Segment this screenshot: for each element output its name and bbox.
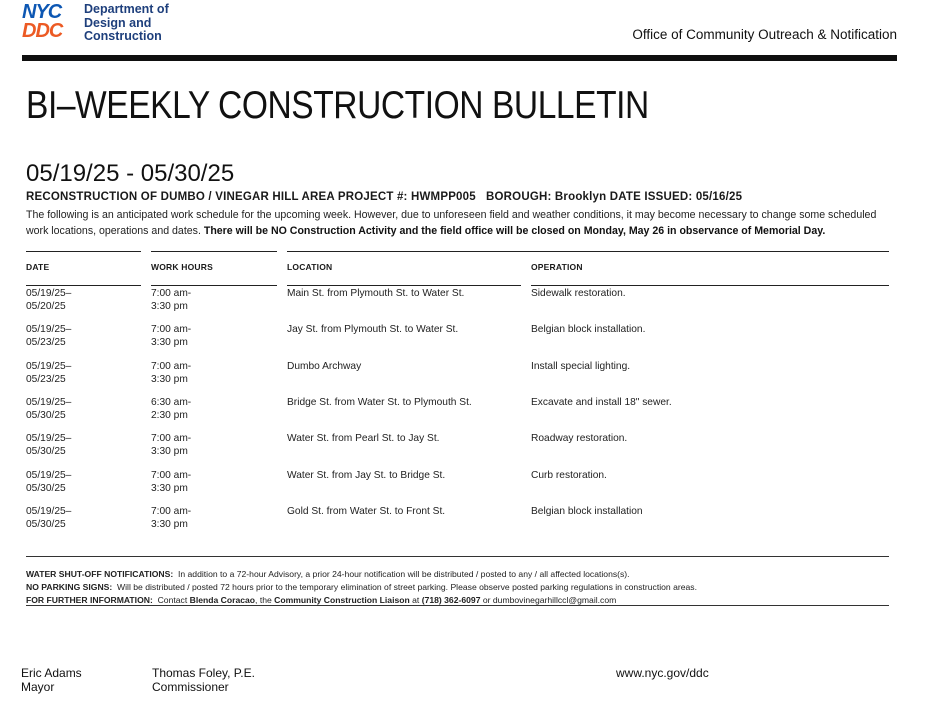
liaison-email: or dumbovinegarhillccl@gmail.com: [480, 595, 617, 605]
hours-start: 7:00 am-: [151, 470, 192, 481]
row-hours: [151, 506, 271, 531]
mayor-signature: [21, 666, 82, 694]
date-range: 05/19/25 - 05/30/25: [26, 160, 235, 187]
row-hours: [151, 397, 271, 422]
row-operation: Curb restoration.: [531, 470, 607, 481]
row-location: Jay St. from Plymouth St. to Water St.: [287, 324, 459, 335]
row-hours: [151, 324, 271, 349]
ddc-logo: [22, 3, 182, 43]
website-link[interactable]: www.nyc.gov/ddc: [616, 666, 709, 680]
hours-end: 3:30 pm: [151, 445, 188, 457]
logo-department-name: [84, 3, 169, 44]
liaison-role: Community Construction Liaison: [274, 595, 410, 605]
intro-bold-notice: There will be NO Construction Activity and the field office will be closed on Monday, May 26 in observance of Memorial Day.: [200, 225, 826, 237]
date-end: 05/30/25: [26, 409, 66, 421]
logo-ddc-text: DDC: [22, 20, 63, 42]
hours-end: 3:30 pm: [151, 336, 188, 348]
office-name: Office of Community Outreach & Notification: [632, 27, 897, 42]
water-shutoff-text: In addition to a 72-hour Advisory, a prior 24-hour notification will be distributed / posted to any / all affected locations(s).: [173, 569, 630, 579]
logo-line-1: Department of: [84, 2, 169, 16]
hours-start: 7:00 am-: [151, 506, 192, 517]
row-operation: Roadway restoration.: [531, 433, 628, 444]
logo-line-2: Design and: [84, 15, 152, 30]
further-info-label: FOR FURTHER INFORMATION:: [26, 595, 153, 605]
hours-start: 7:00 am-: [151, 288, 192, 299]
table-row: [0, 324, 930, 356]
commissioner-name: Thomas Foley, P.E.: [152, 666, 255, 680]
notes-top-rule: [26, 556, 889, 557]
column-header-operation: OPERATION: [531, 262, 583, 272]
row-location: Main St. from Plymouth St. to Water St.: [287, 288, 465, 299]
row-date: [26, 506, 136, 531]
header-underline-hours: [151, 285, 277, 286]
intro-paragraph: [26, 207, 896, 239]
hours-start: 7:00 am-: [151, 324, 192, 335]
water-shutoff-note: [26, 569, 630, 579]
logo-nyc-text: NYC: [22, 1, 62, 23]
intro-text: The following is an anticipated work schedule for the upcoming week. However, due to unforeseen field and weather conditions, it may become necessary to change some scheduled work locations, operations and dates.: [26, 209, 877, 237]
date-start: 05/19/25–: [26, 288, 72, 299]
table-row: [0, 433, 930, 465]
row-date: [26, 361, 136, 386]
further-info-text: , the: [255, 595, 275, 605]
liaison-phone: (718) 362-6097: [421, 595, 481, 605]
date-start: 05/19/25–: [26, 397, 72, 408]
notes-bottom-rule: [26, 605, 889, 606]
project-line: RECONSTRUCTION OF DUMBO / VINEGAR HILL AREA PROJECT #: HWMPP005 BOROUGH: Brooklyn DATE ISSUED: 05/16/25: [26, 191, 743, 203]
header-underline-date: [26, 285, 141, 286]
further-info-text: Contact: [152, 595, 190, 605]
row-location: Water St. from Pearl St. to Jay St.: [287, 433, 440, 444]
date-end: 05/30/25: [26, 445, 66, 457]
date-start: 05/19/25–: [26, 470, 72, 481]
row-hours: [151, 470, 271, 495]
hours-start: 7:00 am-: [151, 433, 192, 444]
no-parking-text: Will be distributed / posted 72 hours prior to the temporary elimination of street parking. Please observe posted parking regulations in construction areas.: [112, 582, 697, 592]
hours-end: 3:30 pm: [151, 482, 188, 494]
table-row: [0, 288, 930, 320]
date-end: 05/23/25: [26, 336, 66, 348]
table-row: [0, 506, 930, 538]
date-start: 05/19/25–: [26, 324, 72, 335]
row-date: [26, 397, 136, 422]
row-operation: Belgian block installation: [531, 506, 643, 517]
date-end: 05/30/25: [26, 518, 66, 530]
logo-line-3: Construction: [84, 29, 162, 43]
hours-end: 3:30 pm: [151, 518, 188, 530]
column-header-location: LOCATION: [287, 262, 333, 272]
commissioner-title: Commissioner: [152, 680, 229, 694]
hours-start: 6:30 am-: [151, 397, 192, 408]
row-location: Gold St. from Water St. to Front St.: [287, 506, 446, 517]
further-info-note: [26, 595, 616, 605]
mayor-name: Eric Adams: [21, 666, 82, 680]
row-location: Water St. from Jay St. to Bridge St.: [287, 470, 446, 481]
header-underline-operation: [531, 285, 889, 286]
no-parking-label: NO PARKING SIGNS:: [26, 582, 113, 592]
row-date: [26, 470, 136, 495]
water-shutoff-label: WATER SHUT-OFF NOTIFICATIONS:: [26, 569, 174, 579]
column-header-hours: WORK HOURS: [151, 262, 213, 272]
date-start: 05/19/25–: [26, 506, 72, 517]
row-date: [26, 288, 136, 313]
date-end: 05/20/25: [26, 300, 66, 312]
mayor-title: Mayor: [21, 680, 55, 694]
date-start: 05/19/25–: [26, 361, 72, 372]
liaison-name: Blenda Coracao: [189, 595, 256, 605]
row-operation: Install special lighting.: [531, 361, 631, 372]
further-info-text: at: [409, 595, 422, 605]
no-parking-note: [26, 582, 697, 592]
row-location: Bridge St. from Water St. to Plymouth St.: [287, 397, 472, 408]
header-rule-date: [26, 251, 141, 252]
table-row: [0, 470, 930, 502]
date-end: 05/30/25: [26, 482, 66, 494]
bulletin-title: BI–WEEKLY CONSTRUCTION BULLETIN: [26, 84, 649, 127]
commissioner-signature: [152, 666, 255, 694]
date-end: 05/23/25: [26, 373, 66, 385]
table-row: [0, 361, 930, 393]
row-hours: [151, 361, 271, 386]
header-underline-location: [287, 285, 521, 286]
hours-end: 3:30 pm: [151, 373, 188, 385]
hours-end: 3:30 pm: [151, 300, 188, 312]
header-rule-location: [287, 251, 889, 252]
row-operation: Sidewalk restoration.: [531, 288, 626, 299]
row-operation: Excavate and install 18" sewer.: [531, 397, 672, 408]
hours-end: 2:30 pm: [151, 409, 188, 421]
column-header-date: DATE: [26, 262, 50, 272]
row-date: [26, 324, 136, 349]
row-operation: Belgian block installation.: [531, 324, 646, 335]
header-rule: [22, 55, 897, 61]
header-rule-hours: [151, 251, 277, 252]
date-start: 05/19/25–: [26, 433, 72, 444]
row-date: [26, 433, 136, 458]
row-location: Dumbo Archway: [287, 361, 362, 372]
row-hours: [151, 288, 271, 313]
hours-start: 7:00 am-: [151, 361, 192, 372]
row-hours: [151, 433, 271, 458]
table-row: [0, 397, 930, 429]
